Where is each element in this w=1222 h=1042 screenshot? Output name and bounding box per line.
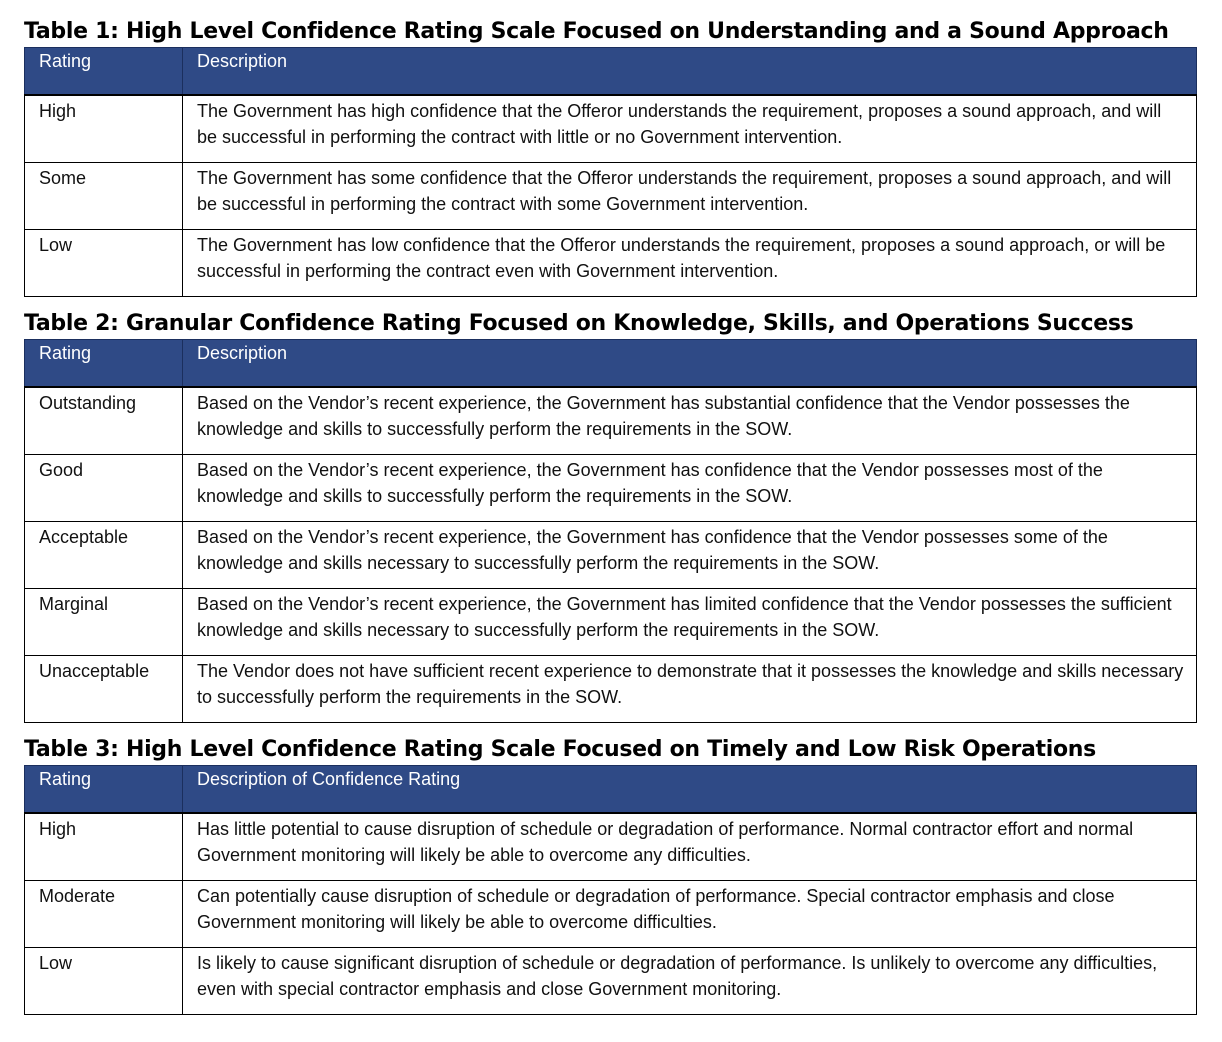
- table-header-row: [25, 340, 1197, 388]
- column-header-description: Description of Confidence Rating: [183, 766, 1197, 814]
- rating-cell: Acceptable: [25, 522, 183, 589]
- rating-cell: Outstanding: [25, 387, 183, 455]
- table-row: [25, 522, 1197, 589]
- rating-cell: Low: [25, 230, 183, 297]
- table-row: [25, 387, 1197, 455]
- column-header-rating: Rating: [25, 766, 183, 814]
- table-row: [25, 230, 1197, 297]
- table-3: [24, 765, 1197, 1015]
- column-header-rating: Rating: [25, 340, 183, 388]
- table-row: [25, 589, 1197, 656]
- description-cell: Based on the Vendor’s recent experience, the Government has confidence that the Vendor possesses most of the knowledge and skills to successfully perform the requirements in the SOW.: [183, 455, 1197, 522]
- table-3-title: Table 3: High Level Confidence Rating Scale Focused on Timely and Low Risk Operations: [24, 737, 1096, 762]
- description-cell: The Government has high confidence that the Offeror understands the requirement, proposes a sound approach, and will be successful in performing the contract with little or no Government intervention.: [183, 95, 1197, 163]
- table-row: [25, 95, 1197, 163]
- table-1-title: Table 1: High Level Confidence Rating Scale Focused on Understanding and a Sound Approach: [24, 19, 1169, 44]
- column-header-rating: Rating: [25, 48, 183, 96]
- rating-cell: Low: [25, 948, 183, 1015]
- description-cell: The Government has some confidence that the Offeror understands the requirement, proposes a sound approach, and will be successful in performing the contract with some Government intervention.: [183, 163, 1197, 230]
- rating-cell: Some: [25, 163, 183, 230]
- description-cell: Has little potential to cause disruption of schedule or degradation of performance. Normal contractor effort and normal Government monitoring will likely be able to overcome any difficulties.: [183, 813, 1197, 881]
- column-header-description: Description: [183, 48, 1197, 96]
- table-row: [25, 656, 1197, 723]
- table-row: [25, 813, 1197, 881]
- rating-cell: Unacceptable: [25, 656, 183, 723]
- rating-cell: High: [25, 813, 183, 881]
- table-row: [25, 163, 1197, 230]
- table-1: [24, 47, 1197, 297]
- table-row: [25, 881, 1197, 948]
- table-2-title: Table 2: Granular Confidence Rating Focused on Knowledge, Skills, and Operations Success: [24, 311, 1134, 336]
- rating-cell: Marginal: [25, 589, 183, 656]
- description-cell: The Government has low confidence that the Offeror understands the requirement, proposes a sound approach, or will be successful in performing the contract even with Government intervention.: [183, 230, 1197, 297]
- description-cell: Can potentially cause disruption of schedule or degradation of performance. Special contractor emphasis and close Government monitoring will likely be able to overcome difficulties.: [183, 881, 1197, 948]
- table-row: [25, 455, 1197, 522]
- description-cell: Based on the Vendor’s recent experience, the Government has confidence that the Vendor possesses some of the knowledge and skills necessary to successfully perform the requirements in the SOW.: [183, 522, 1197, 589]
- document: [24, 17, 1196, 1015]
- description-cell: Based on the Vendor’s recent experience, the Government has limited confidence that the Vendor possesses the sufficient knowledge and skills necessary to successfully perform the requirements in the SOW.: [183, 589, 1197, 656]
- description-cell: Based on the Vendor’s recent experience, the Government has substantial confidence that the Vendor possesses the knowledge and skills to successfully perform the requirements in the SOW.: [183, 387, 1197, 455]
- rating-cell: High: [25, 95, 183, 163]
- description-cell: Is likely to cause significant disruption of schedule or degradation of performance. Is unlikely to overcome any difficulties, even with special contractor emphasis and close Government monitoring.: [183, 948, 1197, 1015]
- rating-cell: Moderate: [25, 881, 183, 948]
- description-cell: The Vendor does not have sufficient recent experience to demonstrate that it possesses the knowledge and skills necessary to successfully perform the requirements in the SOW.: [183, 656, 1197, 723]
- column-header-description: Description: [183, 340, 1197, 388]
- rating-cell: Good: [25, 455, 183, 522]
- table-header-row: [25, 766, 1197, 814]
- table-header-row: [25, 48, 1197, 96]
- table-2: [24, 339, 1197, 723]
- table-row: [25, 948, 1197, 1015]
